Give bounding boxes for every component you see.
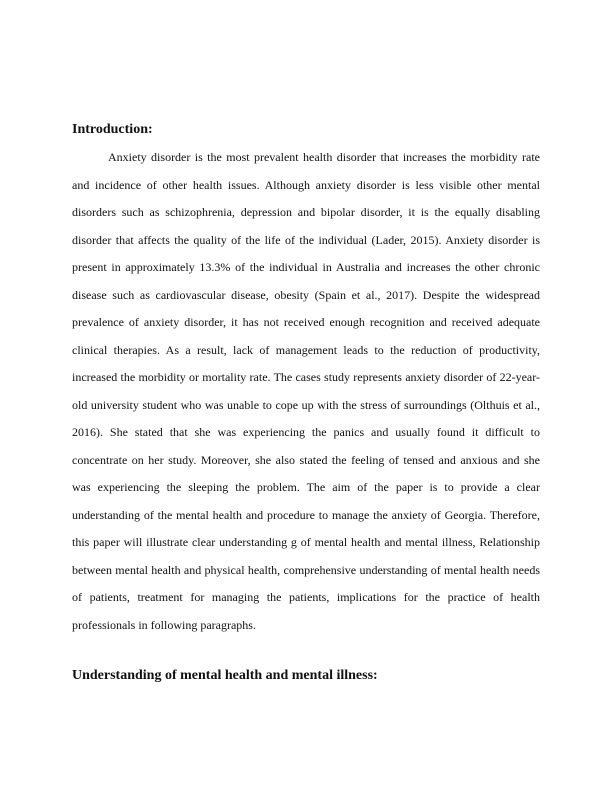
paragraph-line: concentrate on her study. Moreover, she also stated the feeling of tensed and anxious and she	[72, 452, 540, 467]
paragraph-line: disorder that affects the quality of the life of the individual (Lader, 2015). Anxiety disorder is	[72, 232, 540, 247]
paragraph-line: clinical therapies. As a result, lack of management leads to the reduction of productivity,	[72, 342, 540, 357]
heading-understanding-mental-health: Understanding of mental health and mental illness:	[72, 668, 378, 683]
paragraph-line: of patients, treatment for managing the patients, implications for the practice of health	[72, 590, 540, 604]
paragraph-line: was experiencing the sleeping the problem. The aim of the paper is to provide a clear	[72, 480, 540, 494]
paragraph-line: old university student who was unable to cope up with the stress of surroundings (Olthuis et al.,	[72, 397, 540, 412]
paragraph-line: disease such as cardiovascular disease, obesity (Spain et al., 2017). Despite the widespread	[72, 287, 540, 302]
heading-introduction: Introduction:	[72, 122, 153, 137]
paragraph-line: present in approximately 13.3% of the individual in Australia and increases the other chronic	[72, 260, 540, 274]
paragraph-line: and incidence of other health issues. Although anxiety disorder is less visible other mental	[72, 177, 540, 192]
paragraph-line: increased the morbidity or mortality rate. The cases study represents anxiety disorder of 22-year-	[72, 370, 540, 384]
paragraph-line: Anxiety disorder is the most prevalent health disorder that increases the morbidity rate	[108, 150, 540, 164]
paragraph-line: this paper will illustrate clear understanding g of mental health and mental illness, Relationship	[72, 535, 540, 549]
paragraph-line: between mental health and physical health, comprehensive understanding of mental health needs	[72, 562, 540, 577]
paragraph-line: disorders such as schizophrenia, depression and bipolar disorder, it is the equally disabling	[72, 205, 540, 219]
paragraph-line: prevalence of anxiety disorder, it has not received enough recognition and received adequate	[72, 315, 540, 329]
paragraph-line: 2016). She stated that she was experiencing the panics and usually found it difficult to	[72, 425, 540, 439]
paragraph-line: professionals in following paragraphs.	[72, 617, 256, 632]
introduction-paragraph	[72, 149, 540, 644]
paragraph-line: understanding of the mental health and procedure to manage the anxiety of Georgia. Therefore,	[72, 507, 540, 522]
